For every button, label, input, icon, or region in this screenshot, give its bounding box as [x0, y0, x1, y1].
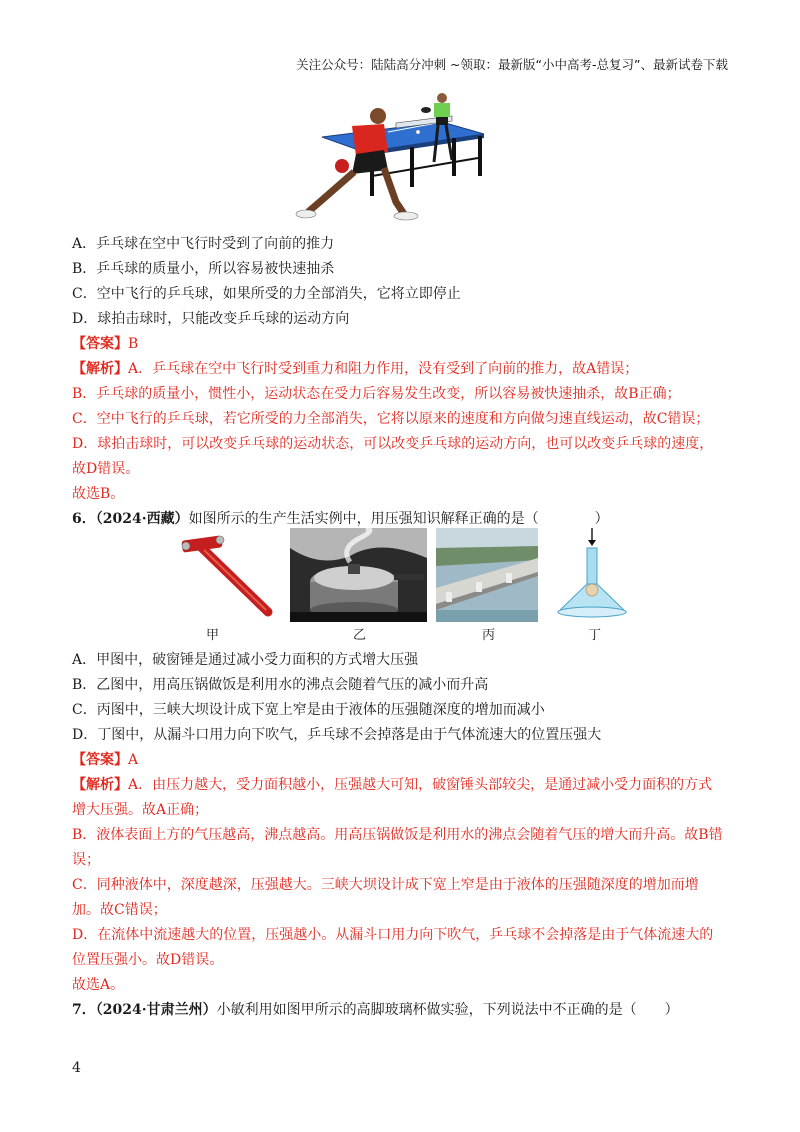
q6-number: 6．: [72, 511, 96, 527]
q6-option-a: A．甲图中，破窗锤是通过减小受力面积的方式增大压强: [72, 652, 419, 668]
q5-option-d: D．球拍击球时，只能改变乒乓球的运动方向: [72, 311, 350, 327]
q5-analysis-line-5: 故D错误。: [72, 461, 140, 477]
q5-analysis-line-4: D．球拍击球时，可以改变乒乓球的运动状态，可以改变乒乓球的运动方向，也可以改变乒乓球的速度，: [72, 436, 714, 452]
q6-stem: [72, 509, 609, 529]
q5-analysis-text: A．乒乓球在空中飞行时受到重力和阻力作用，没有受到了向前的推力，故A错误；: [128, 361, 639, 377]
q6-analysis-line-2: 增大压强。故A正确；: [72, 802, 209, 818]
q6-analysis-line-8: 位置压强小。故D错误。: [72, 952, 224, 968]
q5-analysis-line-1: [72, 359, 638, 379]
funnel-experiment-image: [556, 526, 628, 626]
q6-conclusion: 故选A。: [72, 977, 125, 993]
q6-answer: [72, 750, 138, 770]
q6-answer-value: A: [128, 752, 139, 768]
q6-analysis-text: A．由压力越大，受力面积越小，压强越大可知，破窗锤头部较尖，是通过减小受力面积的方式: [128, 777, 713, 793]
q5-answer-tag: 【答案】: [72, 336, 128, 352]
q5-analysis-tag: 【解析】: [72, 361, 128, 377]
q6-answer-tag: 【答案】: [72, 752, 128, 768]
q6-option-c: C．丙图中，三峡大坝设计成下宽上窄是由于液体的压强随深度的增加而减小: [72, 702, 545, 718]
q7-source: （2024·甘肃兰州）: [95, 1002, 217, 1018]
caption-yi: 乙: [353, 628, 367, 643]
q6-analysis-line-1: [72, 775, 712, 795]
q5-answer-value: B: [128, 336, 139, 352]
q6-option-d: D．丁图中，从漏斗口用力向下吹气，乒乓球不会掉落是由于气体流速大的位置压强大: [72, 727, 602, 743]
pressure-cooker-image: [290, 528, 427, 622]
three-gorges-dam-image: [436, 528, 538, 622]
q5-answer: [72, 334, 138, 354]
q5-option-a: A．乒乓球在空中飞行时受到了向前的推力: [72, 236, 335, 252]
q7-number: 7．: [72, 1002, 96, 1018]
caption-jia: 甲: [206, 628, 220, 643]
q6-analysis-line-5: C．同种液体中，深度越深，压强越大。三峡大坝设计成下宽上窄是由于液体的压强随深度的增加而增: [72, 877, 699, 893]
q6-stem-text: 如图所示的生产生活实例中，用压强知识解释正确的是（ ）: [188, 511, 609, 527]
q5-option-b: B．乒乓球的质量小，所以容易被快速抽杀: [72, 261, 335, 277]
header-note: 关注公众号：陆陆高分冲刺 ~领取：最新版“小中高考-总复习”、最新试卷下载: [296, 57, 728, 72]
q7-stem-text: 小敏利用如图甲所示的高脚玻璃杯做实验，下列说法中不正确的是（ ）: [216, 1002, 679, 1018]
q5-conclusion: 故选B。: [72, 486, 125, 502]
q6-analysis-line-4: 误；: [72, 852, 100, 868]
q6-analysis-line-3: B．液体表面上方的气压越高，沸点越高。用高压锅做饭是利用水的沸点会随着气压的增大而升高。故B错: [72, 827, 723, 843]
q6-analysis-tag: 【解析】: [72, 777, 128, 793]
q5-analysis-line-3: C．空中飞行的乒乓球，若它所受的力全部消失，它将以原来的速度和方向做匀速直线运动，故C错误；: [72, 411, 710, 427]
hammer-image: [178, 532, 278, 622]
ping-pong-illustration: [292, 92, 502, 222]
q6-source: （2024·西藏）: [95, 511, 189, 527]
caption-ding: 丁: [588, 628, 602, 643]
q6-option-b: B．乙图中，用高压锅做饭是利用水的沸点会随着气压的减小而升高: [72, 677, 489, 693]
q5-analysis-line-2: B．乒乓球的质量小，惯性小，运动状态在受力后容易发生改变，所以容易被快速抽杀，故B正确；: [72, 386, 681, 402]
page-number: 4: [72, 1060, 81, 1076]
q6-analysis-line-6: 加。故C错误；: [72, 902, 167, 918]
caption-bing: 丙: [482, 628, 496, 643]
q7-stem: [72, 1000, 679, 1020]
q6-analysis-line-7: D．在流体中流速越大的位置，压强越小。从漏斗口用力向下吹气，乒乓球不会掉落是由于气体流速大的: [72, 927, 714, 943]
q5-option-c: C．空中飞行的乒乓球，如果所受的力全部消失，它将立即停止: [72, 286, 461, 302]
